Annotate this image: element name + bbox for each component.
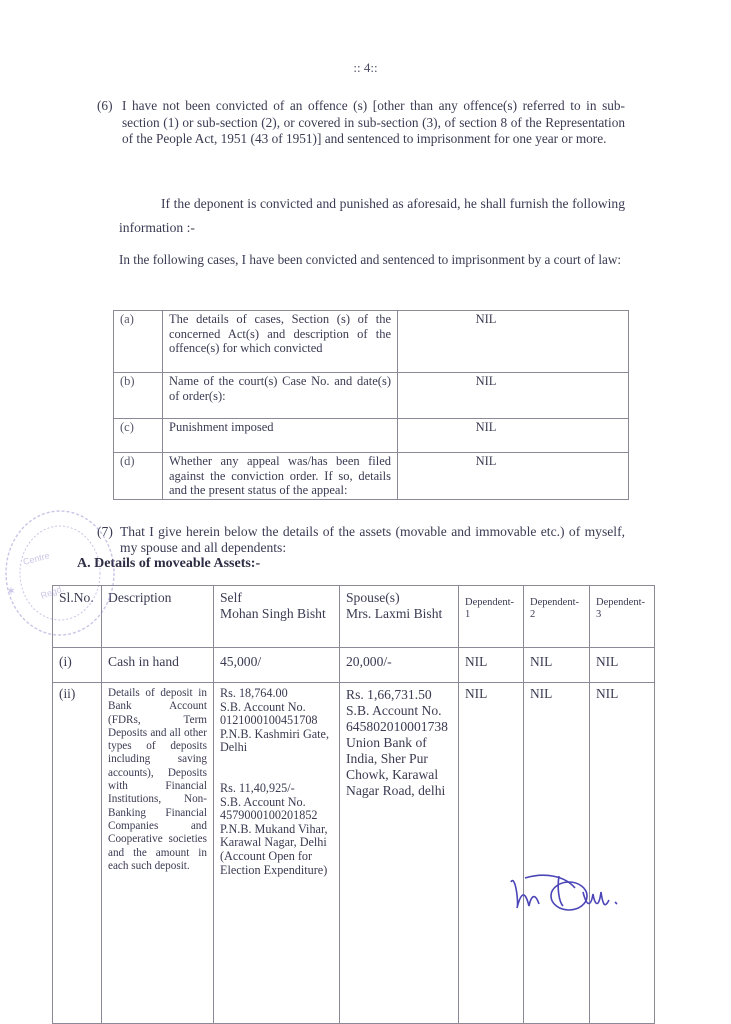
self-account-2-number: 4579000100201852 bbox=[220, 808, 318, 823]
section-6-paragraph bbox=[97, 98, 625, 148]
header-spouse-label: Spouse(s) bbox=[346, 590, 400, 605]
row-label: (b) bbox=[114, 373, 163, 419]
table-row bbox=[114, 453, 629, 500]
page-number: :: 4:: bbox=[353, 60, 378, 75]
header-self bbox=[214, 586, 340, 648]
cell-dependent-1: NIL bbox=[459, 683, 524, 1024]
section-7-text: That I give herein below the details of the assets (movable and immovable etc.) of myself, my spouse and all dependents: bbox=[120, 524, 625, 555]
cases-intro: In the following cases, I have been convicted and sentenced to imprisonment by a court of law: bbox=[119, 252, 622, 267]
header-self-name: Mohan Singh Bisht bbox=[220, 606, 326, 621]
cell-slno: (i) bbox=[53, 648, 102, 683]
section-6-text: I have not been convicted of an offence (s) [other than any offence(s) referred to in sub-section (1) or sub-section (2), or covered in sub-section (3), of section 8 of the Representation of the People Act, 1951 (43 of 1951)] and sentenced to imprisonment for one year or more. bbox=[122, 98, 625, 146]
spouse-account-amount: Rs. 1,66,731.50 bbox=[346, 687, 432, 702]
header-dependent-2: Dependent-2 bbox=[524, 586, 590, 648]
spouse-account-bank: Union Bank of India, Sher Pur Chowk, Karawal Nagar Road, delhi bbox=[346, 735, 446, 798]
self-account-1-bank: P.N.B. Kashmiri Gate, Delhi bbox=[220, 726, 330, 755]
row-answer: NIL bbox=[398, 419, 629, 453]
section-6-number: (6) bbox=[97, 98, 113, 113]
row-label: (a) bbox=[114, 311, 163, 373]
cell-self bbox=[214, 683, 340, 1024]
row-answer: NIL bbox=[398, 453, 629, 500]
row-answer: NIL bbox=[398, 311, 629, 373]
table-row bbox=[114, 373, 629, 419]
table-row bbox=[53, 683, 655, 1024]
row-question: Whether any appeal was/has been filed against the conviction order. If so, details and the present status of the appeal: bbox=[163, 453, 398, 500]
cell-spouse: 20,000/- bbox=[340, 648, 459, 683]
cell-dependent-3: NIL bbox=[590, 683, 655, 1024]
header-spouse-name: Mrs. Laxmi Bisht bbox=[346, 606, 443, 621]
self-account-2-bank: P.N.B. Mukand Vihar, Karawal Nagar, Delhi bbox=[220, 821, 328, 850]
cell-slno: (ii) bbox=[53, 683, 102, 1024]
self-account-1-type: S.B. Account No. bbox=[220, 699, 306, 714]
header-description: Description bbox=[102, 586, 214, 648]
header-self-label: Self bbox=[220, 590, 242, 605]
table-row bbox=[114, 311, 629, 373]
cell-dependent-3: NIL bbox=[590, 648, 655, 683]
movable-assets-heading: A. Details of moveable Assets:- bbox=[77, 556, 261, 571]
header-dependent-1: Dependent-1 bbox=[459, 586, 524, 648]
cell-dependent-1: NIL bbox=[459, 648, 524, 683]
assets-table bbox=[52, 585, 655, 1024]
self-account-1-amount: Rs. 18,764.00 bbox=[220, 686, 288, 700]
self-account-1-number: 0121000100451708 bbox=[220, 713, 318, 728]
header-slno: Sl.No. bbox=[53, 586, 102, 648]
header-spouse bbox=[340, 586, 459, 648]
self-account-2-amount: Rs. 11,40,925/- bbox=[220, 780, 295, 795]
cell-description: Details of deposit in Bank Account (FDRs, Term Deposits and all other types of deposits including saving accounts), Deposits with Financial Institutions, Non-Banking Financial Companies and Cooperative societies and the amount in each such deposit. bbox=[102, 683, 214, 1024]
row-answer: NIL bbox=[398, 373, 629, 419]
row-question: Punishment imposed bbox=[163, 419, 398, 453]
spacer bbox=[220, 755, 333, 782]
cell-spouse bbox=[340, 683, 459, 1024]
table-row bbox=[53, 648, 655, 683]
cell-dependent-2: NIL bbox=[524, 683, 590, 1024]
self-account-2-type: S.B. Account No. bbox=[220, 794, 306, 809]
row-label: (d) bbox=[114, 453, 163, 500]
svg-text:Centre: Centre bbox=[21, 550, 51, 567]
section-7-paragraph bbox=[97, 524, 625, 556]
table-header-row bbox=[53, 586, 655, 648]
deponent-note: If the deponent is convicted and punished as aforesaid, he shall furnish the following information :- bbox=[119, 196, 625, 235]
cell-self: 45,000/ bbox=[214, 648, 340, 683]
spouse-account-type: S.B. Account No. bbox=[346, 703, 442, 718]
svg-text:✶: ✶ bbox=[6, 584, 17, 598]
header-dependent-3: Dependent-3 bbox=[590, 586, 655, 648]
self-account-2-note: (Account Open for Election Expenditure) bbox=[220, 848, 328, 877]
cell-dependent-2: NIL bbox=[524, 648, 590, 683]
spouse-account-number: 645802010001738 bbox=[346, 719, 448, 734]
section-7-number: (7) bbox=[97, 524, 113, 539]
svg-text:Regd.: Regd. bbox=[39, 583, 66, 601]
cell-description: Cash in hand bbox=[102, 648, 214, 683]
row-question: Name of the court(s) Case No. and date(s) of order(s): bbox=[163, 373, 398, 419]
row-question: The details of cases, Section (s) of the concerned Act(s) and description of the offence(s) for which convicted bbox=[163, 311, 398, 373]
row-label: (c) bbox=[114, 419, 163, 453]
conviction-table bbox=[113, 310, 629, 500]
table-row bbox=[114, 419, 629, 453]
